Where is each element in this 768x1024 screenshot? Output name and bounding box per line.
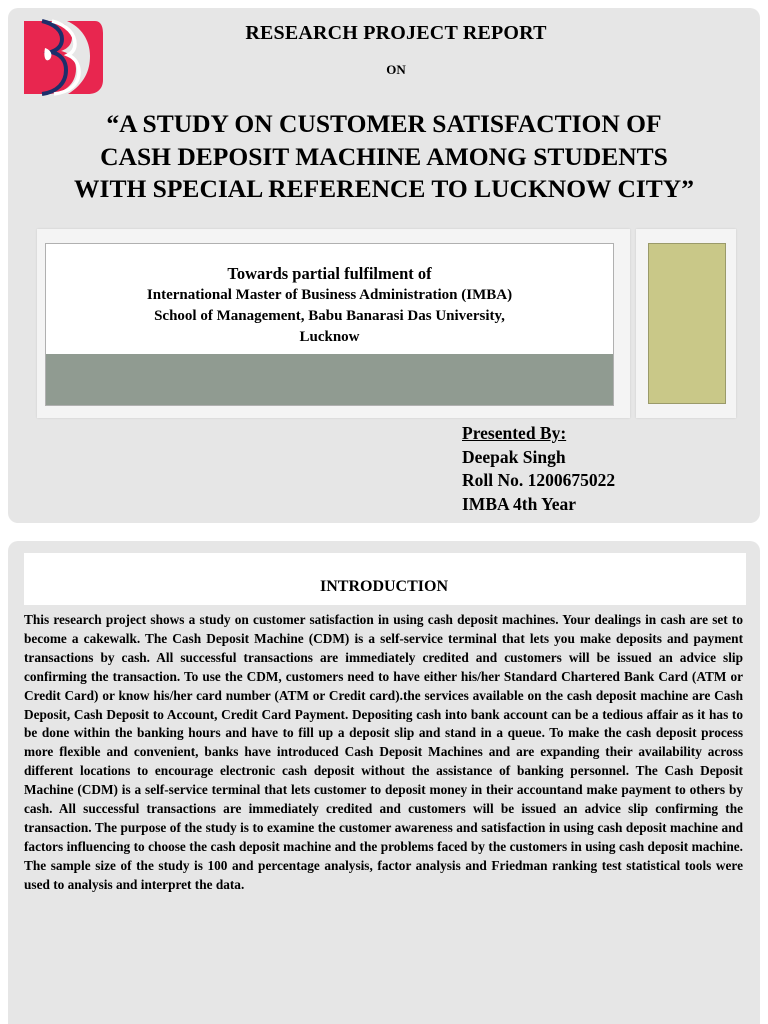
university-logo-icon [21, 18, 103, 96]
degree-line: International Master of Business Administration (IMBA) [146, 287, 513, 303]
title-slide [8, 8, 760, 523]
study-title-line: “A STUDY ON CUSTOMER SATISFACTION OF [106, 109, 662, 138]
study-title [38, 108, 730, 206]
city-line: Lucknow [299, 329, 360, 345]
fulfilment-panel [37, 229, 630, 418]
study-title-line: CASH DEPOSIT MACHINE AMONG STUDENTS [100, 141, 668, 171]
introduction-slide [8, 541, 760, 1024]
introduction-body: This research project shows a study on customer satisfaction in using cash deposit machines. Your dealings in cash are set to become a cakewalk. The Cash Deposit Machine (CDM) is a self-service terminal that lets you make deposits and payment transactions by cash. All successful transactions are immediately credited and customers will be issued an advice slip confirming the transaction. To use the CDM, customers need to have either his/her Standard Chartered Bank Card (ATM or Credit Card) or know his/her card number (ATM or Credit card).the services available on the cash deposit machine are Cash Deposit, Cash Deposit to Account, Credit Card Payment. Depositing cash into bank account can be a tedious affair as it has to be done within the banking hours and have to fill up a deposit slip and stand in a queue. To make the cash deposit process more flexible and convenient, banks have introduced Cash Deposit Machines and are expanding their availability across different locations to encourage electronic cash deposit without the assistance of banking personnel. The Cash Deposit Machine (CDM) is a self-service terminal that lets customer to deposit money in their accountand make payment to others by cash. All successful transactions are immediately credited and customers will be issued an advice slip confirming the transaction. The purpose of the study is to examine the customer awareness and satisfaction in using cash deposit machine and factors influencing to choose the cash deposit machine and the problems faced by the customers in using cash deposit machine. The sample size of the study is 100 and percentage analysis, factor analysis and Friedman ranking test statistical tools were used to analysis and interpret the data. [24, 612, 743, 892]
presenter-name: Deepak Singh [462, 446, 566, 467]
side-panel [636, 229, 736, 418]
school-line: School of Management, Babu Banarasi Das University, [154, 308, 505, 324]
fulfilment-heading: Towards partial fulfilment of [227, 264, 432, 283]
introduction-heading: INTRODUCTION [319, 578, 448, 595]
fulfilment-text-area [46, 244, 613, 354]
report-title: RESEARCH PROJECT REPORT [245, 22, 547, 44]
decorative-khaki-block [648, 243, 726, 404]
report-on-label: ON [386, 62, 406, 77]
presented-by-block [462, 422, 752, 516]
presented-by-heading: Presented By: [462, 423, 567, 443]
decorative-green-band [46, 354, 613, 405]
roll-number: Roll No. 1200675022 [462, 470, 616, 490]
study-title-line: WITH SPECIAL REFERENCE TO LUCKNOW CITY” [74, 174, 694, 203]
fulfilment-frame [45, 243, 614, 406]
program-year: IMBA 4th Year [462, 493, 577, 514]
